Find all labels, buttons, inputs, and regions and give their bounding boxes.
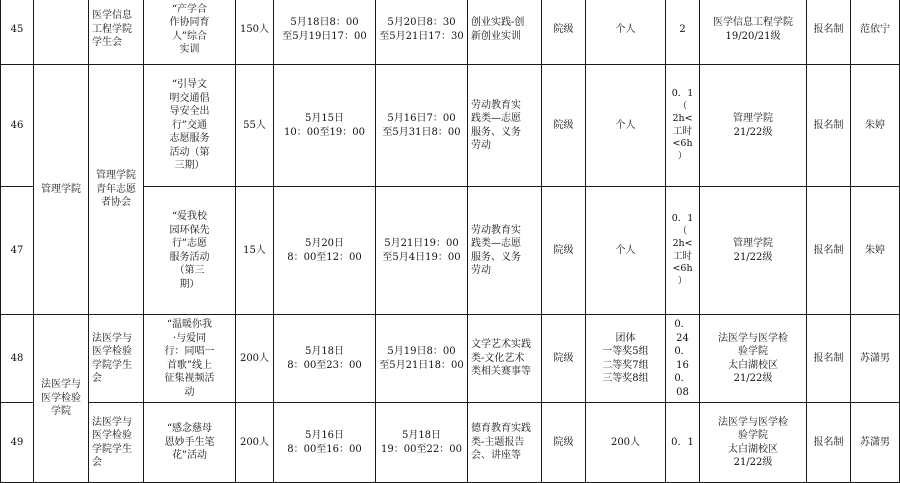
signup-time-cell: 5月15日 10：00至19：00 — [274, 65, 376, 187]
organizer-cell: 法医学与 医学检验 学院学生 会 — [89, 315, 144, 403]
category-cell: 文学艺术实践 类-文化艺术 类相关赛事等 — [468, 315, 542, 403]
credit-cell: 0．24 0．16 0．08 — [666, 315, 700, 403]
method-cell: 报名制 — [807, 187, 851, 315]
method-cell: 报名制 — [807, 315, 851, 403]
row-number: 45 — [1, 0, 34, 65]
people-cell: 200人 — [236, 403, 274, 483]
activity-time-cell: 5月20日8：30 至5月21日17：30 — [376, 0, 468, 65]
award-cell: 团体 一等奖5组 二等奖7组 三等奖8组 — [586, 315, 666, 403]
signup-time-cell: 5月18日 8：00至23：00 — [274, 315, 376, 403]
row-number: 46 — [1, 65, 34, 187]
people-cell: 150人 — [236, 0, 274, 65]
credit-cell: 0．1 （ 2h< 工时 <6h ） — [666, 65, 700, 187]
contact-cell: 苏潇男 — [851, 315, 900, 403]
college-cell-forensic: 法医学与 医学检验 学院 — [34, 315, 89, 483]
people-cell: 55人 — [236, 65, 274, 187]
credit-cell: 0．1 （ 2h< 工时 <6h ） — [666, 187, 700, 315]
table-row — [1, 0, 900, 65]
signup-time-cell: 5月16日 8：00至16：00 — [274, 403, 376, 483]
category-cell: 德育教育实践 类-主题报告 会、讲座等 — [468, 403, 542, 483]
signup-time-cell: 5月18日8：00 至5月19日17：00 — [274, 0, 376, 65]
target-cell: 法医学与医学检 验学院 太白湖校区 21/22级 — [700, 403, 807, 483]
level-cell: 院级 — [542, 0, 586, 65]
activity-time-cell: 5月21日19：00 至5月4日19：00 — [376, 187, 468, 315]
level-cell: 院级 — [542, 65, 586, 187]
target-cell: 管理学院 21/22级 — [700, 65, 807, 187]
award-cell: 200人 — [586, 403, 666, 483]
table-row — [1, 315, 900, 403]
activity-time-cell: 5月18日 19：00至22：00 — [376, 403, 468, 483]
activity-time-cell: 5月16日7：00 至5月31日8：00 — [376, 65, 468, 187]
signup-time-cell: 5月20日 8：00至12：00 — [274, 187, 376, 315]
people-cell: 200人 — [236, 315, 274, 403]
table-row — [1, 65, 900, 187]
activity-time-cell: 5月19日8：00 至5月21日18：00 — [376, 315, 468, 403]
category-cell: 劳动教育实 践类—志愿 服务、义务 劳动 — [468, 187, 542, 315]
row-number: 48 — [1, 315, 34, 403]
contact-cell: 朱婷 — [851, 187, 900, 315]
level-cell: 院级 — [542, 315, 586, 403]
award-cell: 个人 — [586, 0, 666, 65]
method-cell: 报名制 — [807, 0, 851, 65]
target-cell: 医学信息工程学院 19/20/21级 — [700, 0, 807, 65]
method-cell: 报名制 — [807, 403, 851, 483]
contact-cell: 朱婷 — [851, 65, 900, 187]
row-number: 47 — [1, 187, 34, 315]
method-cell: 报名制 — [807, 65, 851, 187]
people-cell: 15人 — [236, 187, 274, 315]
organizer-cell: 法医学与 医学检验 学院学生 会 — [89, 403, 144, 483]
target-cell: 法医学与医学检 验学院 太白湖校区 21/22级 — [700, 315, 807, 403]
row-number: 49 — [1, 403, 34, 483]
organizer-cell: 管理学院 青年志愿 者协会 — [89, 65, 144, 315]
level-cell: 院级 — [542, 187, 586, 315]
credit-cell: 0．1 — [666, 403, 700, 483]
category-cell: 创业实践-创 新创业实训 — [468, 0, 542, 65]
activity-name-cell: “感念慈母 恩妙手生笔 花”活动 — [144, 403, 236, 483]
award-cell: 个人 — [586, 187, 666, 315]
table-row — [1, 403, 900, 483]
college-cell — [34, 0, 89, 65]
credit-cell: 2 — [666, 0, 700, 65]
activity-name-cell: “产学合 作协同育 人”综合 实训 — [144, 0, 236, 65]
contact-cell: 范依宁 — [851, 0, 900, 65]
activity-name-cell: “温暖你我 ·与爱同 行：同唱一 首歌”线上 征集视频活 动 — [144, 315, 236, 403]
activity-name-cell: “引导文 明交通倡 导安全出 行”交通 志愿服务 活动（第 三期） — [144, 65, 236, 187]
college-cell-management: 管理学院 — [34, 65, 89, 315]
level-cell: 院级 — [542, 403, 586, 483]
category-cell: 劳动教育实 践类—志愿 服务、义务 劳动 — [468, 65, 542, 187]
target-cell: 管理学院 21/22级 — [700, 187, 807, 315]
award-cell: 个人 — [586, 65, 666, 187]
organizer-cell: 医学信息 工程学院 学生会 — [89, 0, 144, 65]
contact-cell: 苏潇男 — [851, 403, 900, 483]
activity-name-cell: “爱我校 园环保先 行”志愿 服务活动 （第三 期） — [144, 187, 236, 315]
